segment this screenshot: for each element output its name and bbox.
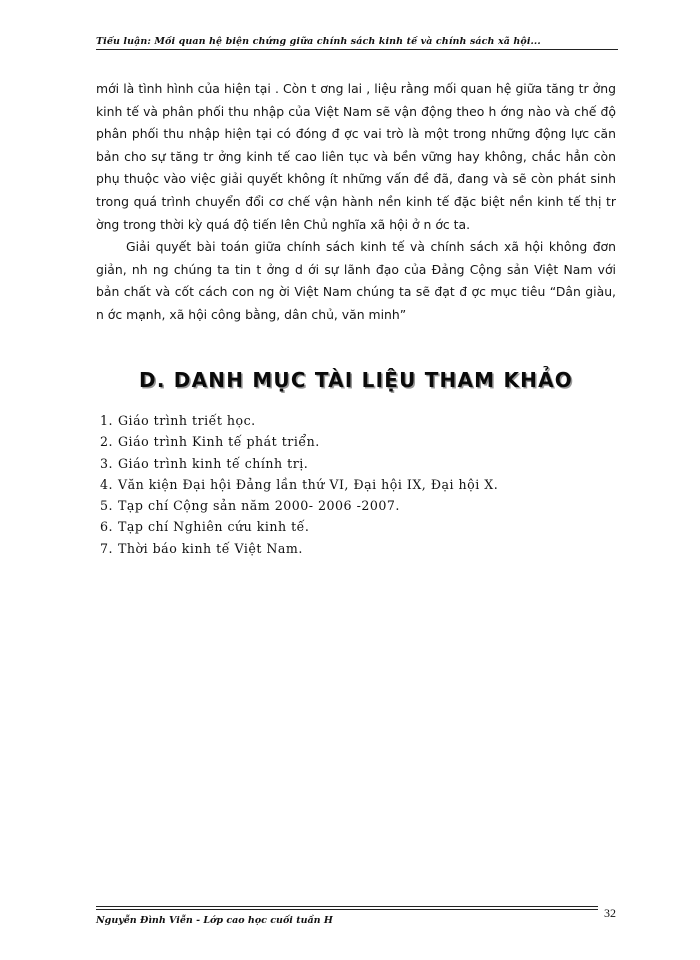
reference-text: Văn kiện Đại hội Đảng lần thứ VI, Đại hội IX, Đại hội X. bbox=[118, 476, 499, 492]
page-number: 32 bbox=[604, 906, 616, 920]
reference-text: Tạp chí Cộng sản năm 2000- 2006 -2007. bbox=[118, 498, 400, 514]
reference-text: Giáo trình Kinh tế phát triển. bbox=[118, 434, 320, 450]
reference-item bbox=[100, 538, 620, 559]
reference-item bbox=[100, 516, 620, 537]
footer-rule bbox=[96, 906, 598, 910]
reference-number: 5. bbox=[100, 498, 114, 514]
reference-item bbox=[100, 474, 620, 495]
reference-item bbox=[100, 495, 620, 516]
reference-number: 1. bbox=[100, 413, 114, 428]
reference-number: 3. bbox=[100, 455, 114, 471]
reference-number: 7. bbox=[100, 540, 114, 556]
running-header: Tiểu luận: Mối quan hệ biện chứng giữa chính sách kinh tế và chính sách xã hội... bbox=[96, 36, 541, 47]
body-paragraph: mới là tình hình của hiện tại . Còn t ơng lai , liệu rằng mối quan hệ giữa tăng tr ởng kinh tế và phân phối thu nhập của Việt Nam sẽ vận động theo h ớng nào và chế độ phân phối thu nhập hiện tại có đóng đ ợc vai trò là một trong những động lực căn bản cho sự tăng tr ởng kinh tế cao liên tục và bền vững hay không, chắc hẳn còn phụ thuộc vào việc giải quyết không ít những vấn đề đã, đang và sẽ còn phát sinh trong quá trình chuyển đổi cơ chế vận hành nền kinh tế đặc biệt nền kinh tế thị tr ờng trong thời kỳ quá độ tiến lên Chủ nghĩa xã hội ở n ớc ta. bbox=[96, 81, 616, 232]
reference-text: Thời báo kinh tế Việt Nam. bbox=[118, 540, 303, 556]
footer-author: Nguyễn Đình Viễn - Lớp cao học cuối tuần H bbox=[96, 915, 333, 926]
header-rule bbox=[96, 49, 618, 50]
reference-item bbox=[100, 453, 620, 474]
reference-item bbox=[100, 431, 620, 452]
body-text bbox=[96, 78, 616, 327]
reference-text: Giáo trình kinh tế chính trị. bbox=[118, 455, 309, 471]
reference-text: Giáo trình triết học. bbox=[118, 413, 256, 428]
reference-text: Tạp chí Nghiên cứu kinh tế. bbox=[118, 519, 310, 535]
reference-number: 6. bbox=[100, 519, 114, 535]
reference-list bbox=[100, 410, 620, 559]
reference-number: 2. bbox=[100, 434, 114, 450]
body-paragraph: Giải quyết bài toán giữa chính sách kinh tế và chính sách xã hội không đơn giản, nh ng chúng ta tin t ởng d ới sự lãnh đạo của Đảng Cộng sản Việt Nam với bản chất và cốt cách con ng ời Việt Nam chúng ta sẽ đạt đ ợc mục tiêu “Dân giàu, n ớc mạnh, xã hội công bằng, dân chủ, văn minh” bbox=[96, 239, 616, 322]
reference-number: 4. bbox=[100, 476, 114, 492]
section-heading: D. DANH MỤC TÀI LIỆU THAM KHẢO bbox=[139, 368, 573, 392]
reference-item bbox=[100, 410, 620, 431]
